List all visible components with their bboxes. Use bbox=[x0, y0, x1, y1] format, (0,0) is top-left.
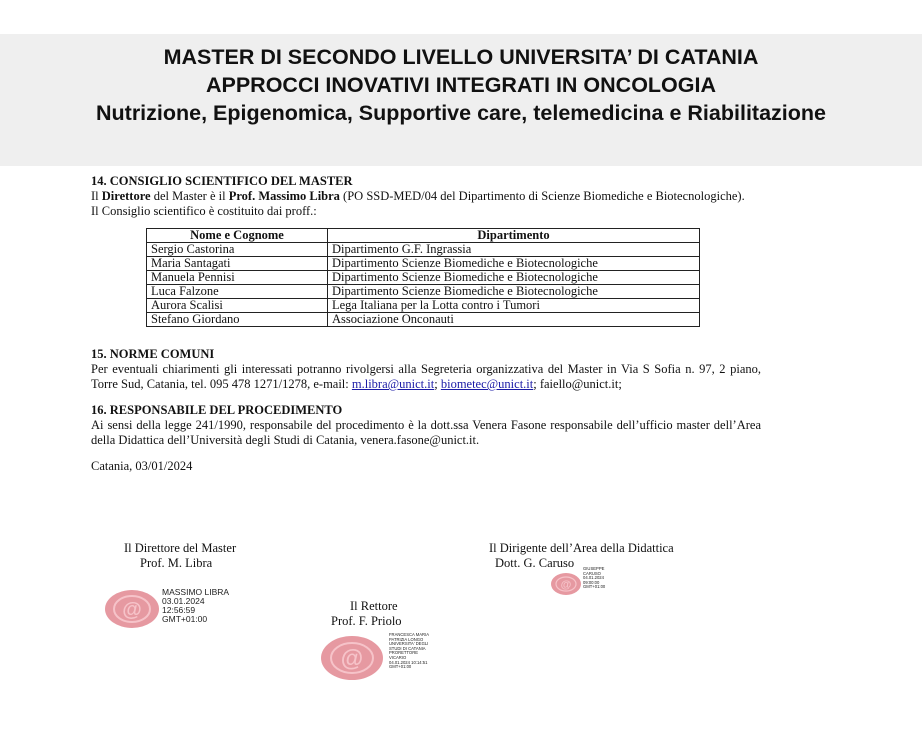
table-cell-department: Dipartimento Scienze Biomediche e Biotecnologiche bbox=[328, 257, 700, 271]
column-header-department: Dipartimento bbox=[328, 229, 700, 243]
section-14-text-c: (PO SSD-MED/04 del Dipartimento di Scienze Biomediche e Biotecnologiche). bbox=[339, 189, 745, 203]
dirigente-name: Dott. G. Caruso bbox=[495, 556, 575, 570]
section-14-paragraph bbox=[91, 189, 761, 204]
section-16-paragraph: Ai sensi della legge 241/1990, responsabile del procedimento è la dott.ssa Venera Fasone responsabile dell’ufficio master dell’Area della Didattica dell’Università degli Studi di Catania, venera.fasone@unict.it. bbox=[91, 418, 761, 447]
table-row bbox=[147, 243, 700, 257]
column-header-name: Nome e Cognome bbox=[147, 229, 328, 243]
rector-stamp-line: FRANCESCA MARIA bbox=[389, 632, 430, 637]
email-link-biometec[interactable]: biometec@unict.it bbox=[440, 377, 534, 391]
section-15-paragraph bbox=[91, 362, 761, 392]
table-row bbox=[147, 257, 700, 271]
table-header-row bbox=[147, 229, 700, 243]
rector-stamp-line: UNIVERSITA' DEGLI bbox=[389, 641, 429, 647]
table-cell-name: Sergio Castorina bbox=[147, 243, 328, 257]
digital-seal-icon bbox=[550, 572, 582, 596]
rector-stamp-line: 04.01.2024 10:14:51 bbox=[389, 659, 428, 665]
section-14-direttore: Direttore bbox=[101, 189, 151, 203]
dirigente-stamp-line: GIUSEPPE bbox=[583, 566, 605, 571]
rector-name: Prof. F. Priolo bbox=[331, 614, 402, 628]
rector-stamp-text bbox=[389, 633, 429, 670]
section-14-heading: 14. CONSIGLIO SCIENTIFICO DEL MASTER bbox=[91, 174, 353, 188]
table-row bbox=[147, 271, 700, 285]
table-cell-department: Lega Italiana per la Lotta contro i Tumori bbox=[328, 299, 700, 313]
director-stamp-line: GMT+01:00 bbox=[162, 614, 208, 624]
dirigente-stamp-line: 09:00:00 bbox=[583, 579, 600, 585]
director-stamp-line: 03.01.2024 bbox=[162, 596, 205, 606]
rector-stamp-line: PATRIZIA LONGO bbox=[389, 636, 424, 642]
email-link-mlibra[interactable]: m.libra@unict.it bbox=[351, 377, 435, 391]
table-cell-department: Associazione Onconauti bbox=[328, 313, 700, 327]
section-16-heading: 16. RESPONSABILE DEL PROCEDIMENTO bbox=[91, 403, 343, 417]
section-15-text: Per eventuali chiarimenti gli interessati potranno rivolgersi alla Segreteria organizzativa del Master in Via S Sofia n. 97, 2 piano, Torre Sud, Catania, tel. 095 478 1271/1278, e-mail: bbox=[91, 362, 761, 391]
banner-title-line1: MASTER DI SECONDO LIVELLO UNIVERSITA’ DI CATANIA bbox=[163, 45, 759, 69]
director-stamp-line: 12:56:59 bbox=[162, 605, 196, 615]
dirigente-stamp-line: 04.01.2024 bbox=[583, 575, 604, 581]
table-row bbox=[147, 313, 700, 327]
table-cell-department: Dipartimento Scienze Biomediche e Biotecnologiche bbox=[328, 285, 700, 299]
rector-title: Il Rettore bbox=[350, 599, 398, 613]
svg-text:@: @ bbox=[340, 645, 364, 671]
digital-seal-icon bbox=[320, 634, 384, 682]
table-cell-department: Dipartimento G.F. Ingrassia bbox=[328, 243, 700, 257]
table-cell-name: Manuela Pennisi bbox=[147, 271, 328, 285]
table-row bbox=[147, 285, 700, 299]
banner-subtitle: Nutrizione, Epigenomica, Supportive care, telemedicina e Riabilitazione bbox=[96, 101, 826, 125]
section-15-heading: 15. NORME COMUNI bbox=[91, 347, 215, 361]
table-cell-name: Stefano Giordano bbox=[147, 313, 328, 327]
document-body bbox=[91, 174, 761, 474]
section-14-prof-name: Prof. Massimo Libra bbox=[228, 189, 340, 203]
table-cell-name: Aurora Scalisi bbox=[147, 299, 328, 313]
rector-stamp-line: VICARIO bbox=[389, 654, 407, 660]
section-15-rest: ; faiello@unict.it; bbox=[533, 377, 622, 391]
dirigente-stamp-text bbox=[583, 567, 605, 590]
rector-stamp-line: PRORETTORE bbox=[389, 650, 419, 656]
rector-stamp-line: STUDI DI CATANIA bbox=[389, 645, 426, 651]
dirigente-stamp-line: GMT+01:00 bbox=[583, 584, 606, 590]
scientific-council-table bbox=[146, 228, 700, 327]
director-name: Prof. M. Libra bbox=[140, 556, 213, 570]
director-stamp-line: MASSIMO LIBRA bbox=[162, 587, 230, 597]
section-14-text-b: del Master è il bbox=[150, 189, 229, 203]
dirigente-stamp-line: CARUSO bbox=[583, 570, 601, 576]
rector-stamp-line: GMT+01:00 bbox=[389, 664, 412, 670]
svg-text:@: @ bbox=[122, 599, 142, 621]
director-stamp-text bbox=[162, 588, 229, 624]
section-14-intro: Il Consiglio scientifico è costituito dai proff.: bbox=[91, 204, 317, 218]
director-title: Il Direttore del Master bbox=[124, 541, 237, 555]
table-cell-name: Maria Santagati bbox=[147, 257, 328, 271]
table-row bbox=[147, 299, 700, 313]
table-cell-name: Luca Falzone bbox=[147, 285, 328, 299]
date-line: Catania, 03/01/2024 bbox=[91, 459, 193, 473]
digital-seal-icon bbox=[104, 588, 160, 630]
section-15-separator: ; bbox=[434, 377, 438, 391]
dirigente-title: Il Dirigente dell’Area della Didattica bbox=[489, 541, 674, 555]
banner-title-line2: APPROCCI INOVATIVI INTEGRATI IN ONCOLOGIA bbox=[205, 73, 717, 97]
section-14-text-a: Il bbox=[91, 189, 102, 203]
title-banner bbox=[0, 34, 922, 166]
table-cell-department: Dipartimento Scienze Biomediche e Biotecnologiche bbox=[328, 271, 700, 285]
svg-text:@: @ bbox=[560, 579, 572, 591]
